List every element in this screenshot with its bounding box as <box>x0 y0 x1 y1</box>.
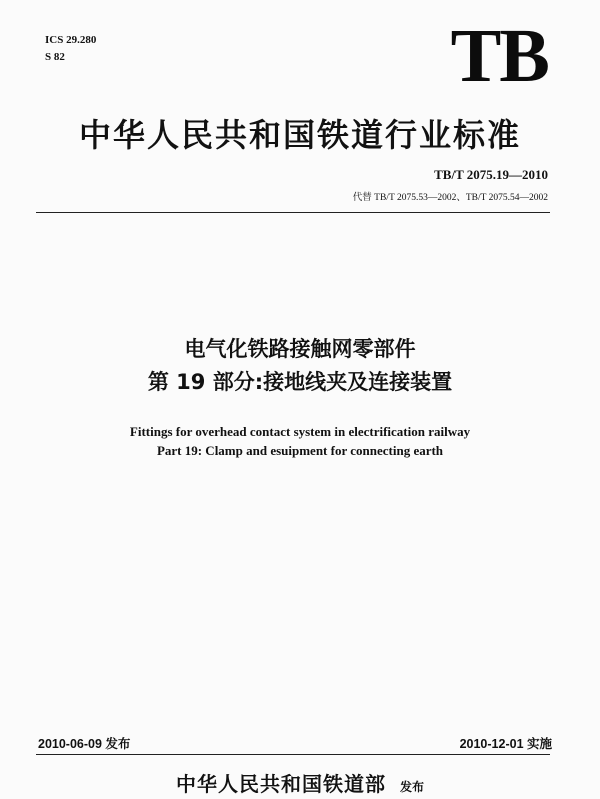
bottom-divider <box>36 754 550 755</box>
category-code: S 82 <box>45 51 65 63</box>
replaces-standards: 代替 TB/T 2075.53—2002、TB/T 2075.54—2002 <box>352 193 548 203</box>
english-title-line-1: Fittings for overhead contact system in electrification railway <box>129 424 471 439</box>
issuer-name: 中华人民共和国铁道部 <box>175 772 386 796</box>
publish-date: 2010-06-09 发布 <box>38 737 131 751</box>
english-title-line-2: Part 19: Clamp and esuipment for connecting earth <box>156 443 444 458</box>
chinese-title-line-1: 电气化铁路接触网零部件 <box>184 337 416 361</box>
standard-number: TB/T 2075.19—2010 <box>434 167 548 182</box>
implement-date: 2010-12-01 实施 <box>459 737 552 751</box>
ics-code: ICS 29.280 <box>45 34 97 46</box>
classification-codes <box>45 32 96 66</box>
top-divider <box>36 212 550 213</box>
ministry-standard-title: 中华人民共和国铁道行业标准 <box>78 116 521 154</box>
issuer-line <box>0 768 600 797</box>
issuer-publish-label: 发布 <box>399 780 424 794</box>
tb-logo: TB <box>450 14 548 98</box>
chinese-title-line-2: 第 19 部分:接地线夹及连接装置 <box>147 370 453 394</box>
